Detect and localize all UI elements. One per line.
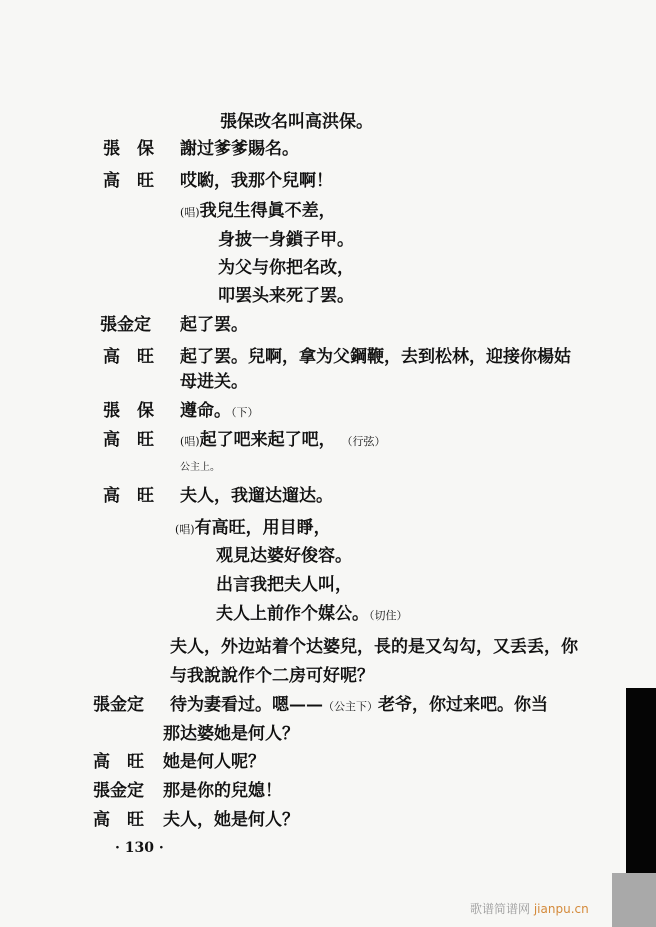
dialogue (180, 401, 259, 423)
dialogue: 夫人，外边站着个达婆兒，長的是又勾勾，又丢丢，你 (170, 637, 578, 657)
dialogue: 夫人，她是何人？ (163, 810, 299, 830)
lyric: 为父与你把名改， (218, 258, 354, 278)
stage-direction: （下） (231, 406, 259, 419)
stage-direction: （公主下） (323, 700, 378, 713)
dialogue: 母进关。 (180, 372, 248, 392)
speaker: 高 旺 (103, 347, 154, 367)
lyric (216, 604, 408, 626)
sung-line (175, 518, 331, 540)
lyric: 身披一身鎖子甲。 (218, 230, 354, 250)
sing-cue: (唱) (175, 523, 195, 536)
stage-direction: 公主上。 (180, 462, 220, 473)
speaker: 高 旺 (103, 486, 154, 506)
dialogue: 那达婆她是何人？ (163, 724, 299, 744)
sing-cue: (唱) (180, 435, 200, 448)
music-cue: （行弦） (341, 435, 386, 448)
lyric-text: 夫人上前作个媒公。 (216, 604, 369, 624)
lyric: 叩罢头来死了罢。 (218, 286, 354, 306)
dialogue: 起了罢。 (180, 315, 248, 335)
dialogue: 夫人，我遛达遛达。 (180, 486, 333, 506)
lyric: 观見达婆好俊容。 (216, 546, 352, 566)
speaker: 張金定 (100, 315, 151, 335)
speaker: 張金定 (93, 695, 144, 715)
speaker: 張 保 (103, 139, 154, 159)
stage-direction: 張保改名叫高洪保。 (220, 112, 373, 132)
dialogue: 起了罢。兒啊，拿为父鋼鞭，去到松林，迎接你楊姑 (180, 347, 571, 367)
speaker: 張金定 (93, 781, 144, 801)
page-number: · 130 · (115, 840, 164, 856)
lyric: 起了吧来起了吧， (199, 430, 336, 450)
dialogue: 与我說說作个二房可好呢？ (170, 666, 374, 686)
sing-cue: (唱) (180, 206, 200, 219)
dialogue: 那是你的兒媳！ (163, 781, 282, 801)
dialogue: 哎喲，我那个兒啊！ (180, 171, 333, 191)
music-cue: （切住） (369, 609, 408, 622)
sung-line (180, 430, 386, 452)
lyric: 有高旺，用目睜， (194, 518, 331, 538)
dialogue-text: 遵命。 (180, 401, 231, 421)
speaker: 高 旺 (103, 171, 154, 191)
speaker: 高 旺 (103, 430, 154, 450)
speaker: 張 保 (103, 401, 154, 421)
sung-line (180, 201, 336, 223)
dialogue-text: 待为妻看过。嗯—— (170, 695, 323, 715)
dialogue: 謝过爹爹賜名。 (180, 139, 299, 159)
watermark (470, 900, 589, 917)
scan-edge-shadow (626, 688, 656, 873)
dialogue (170, 695, 548, 717)
lyric: 出言我把夫人叫， (216, 575, 352, 595)
watermark-cn: 歌谱简谱网 (470, 902, 531, 916)
lyric: 我兒生得眞不差， (199, 201, 336, 221)
watermark-en: jianpu.cn (533, 902, 589, 916)
dialogue: 她是何人呢？ (163, 752, 265, 772)
speaker: 高 旺 (93, 752, 144, 772)
speaker: 高 旺 (93, 810, 144, 830)
dialogue-text: 老爷，你过来吧。你当 (378, 695, 548, 715)
scan-corner (612, 873, 656, 927)
